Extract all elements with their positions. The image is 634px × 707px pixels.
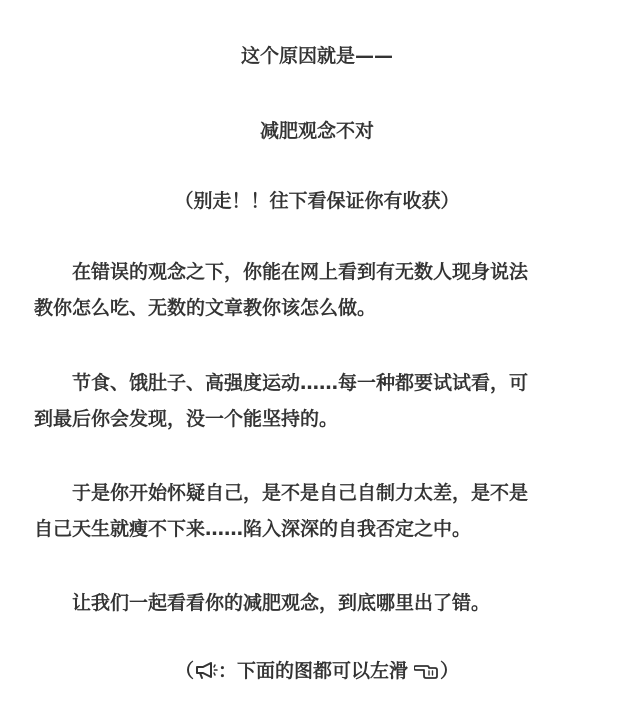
paragraph-line: 教你怎么吃、无数的文章教你该怎么做。 xyxy=(34,297,377,319)
swipe-hint-text: ：下面的图都可以左滑 xyxy=(217,660,408,682)
heading-reason: 这个原因就是—— xyxy=(240,45,393,67)
paragraph-line: 到最后你会发现，没一个能坚持的。 xyxy=(34,408,339,430)
paragraph-line: 节食、饿肚子、高强度运动……每一种都要试试看，可 xyxy=(72,372,529,394)
close-paren: ） xyxy=(440,660,460,682)
paragraph-2 xyxy=(34,365,604,437)
pointing-hand-icon xyxy=(414,660,440,686)
open-paren: （ xyxy=(174,660,194,682)
teaser-text: （别走！！往下看保证你有收获） xyxy=(174,190,460,212)
paragraph-line: 自己天生就瘦不下来……陷入深深的自我否定之中。 xyxy=(34,518,472,540)
paragraph-line: 让我们一起看看你的减肥观念，到底哪里出了错。 xyxy=(72,592,491,614)
heading-claim: 减肥观念不对 xyxy=(259,120,374,142)
swipe-hint xyxy=(0,659,634,686)
paragraph-3 xyxy=(34,475,604,547)
paragraph-line: 在错误的观念之下，你能在网上看到有无数人现身说法 xyxy=(72,261,529,283)
paragraph-line: 于是你开始怀疑自己，是不是自己自制力太差，是不是 xyxy=(72,482,529,504)
paragraph-4 xyxy=(34,585,604,621)
megaphone-icon xyxy=(194,660,218,686)
paragraph-1 xyxy=(34,254,604,326)
